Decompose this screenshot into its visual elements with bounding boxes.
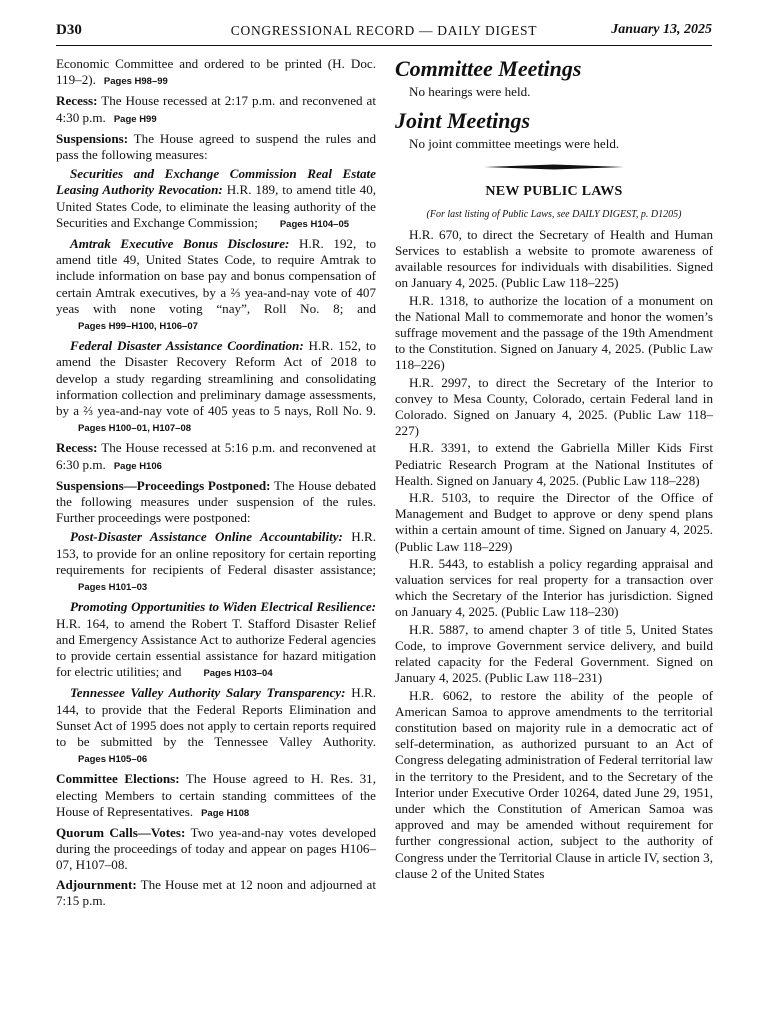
committee-elections-entry	[56, 771, 376, 822]
section-divider	[395, 160, 713, 174]
measure-entry	[56, 236, 376, 335]
left-column	[56, 56, 376, 912]
page-reference: Pages H100–01, H107–08	[78, 423, 192, 435]
entry-text: The House recessed at 2:17 p.m. and reconvened at 4:30 p.m.	[56, 93, 376, 125]
public-law-entry: H.R. 5887, to amend chapter 3 of title 5, United States Code, to improve Government service delivery, and build related capacity for the Federal Government. Signed on January 4, 2025. (Public Law 118–231)	[395, 621, 713, 686]
page-number: D30	[56, 22, 82, 38]
page-reference: Pages H101–03	[78, 582, 148, 594]
page-header	[56, 22, 712, 44]
committee-meetings-text: No hearings were held.	[409, 84, 531, 99]
entry-text: The House debated the following measures under suspension of the rules. Further proceedings were postponed:	[56, 477, 376, 526]
entry-heading: Recess:	[56, 93, 98, 109]
public-law-entry: H.R. 2997, to direct the Secretary of the Interior to convey to Mesa County, Colorado, certain Federal land in Colorado. Signed on January 4, 2025. (Public Law 118–227)	[395, 374, 713, 439]
entry-heading: Suspensions:	[56, 130, 129, 146]
measure-text: H.R. 144, to provide that the Federal Reports Elimination and Sunset Act of 1995 does not apply to certain reports required to be submitted by the Tennessee Valley Authority.	[56, 685, 376, 749]
entry-text: The House met at 12 noon and adjourned at 7:15 p.m.	[56, 876, 376, 908]
measure-text: H.R. 192, to amend title 49, United States Code, to require Amtrak to include information on base pay and bonus compensation of certain Amtrak executives, by a ⅔ yea-and-nay vote of 407 yeas with none voting “nay”, Roll No. 8; and	[56, 236, 377, 316]
recess-entry	[56, 93, 376, 127]
measure-title: Securities and Exchange Commission Real Estate Leasing Authority Revocation:	[56, 166, 376, 198]
publication-title: CONGRESSIONAL RECORD — DAILY DIGEST	[230, 23, 538, 38]
public-law-entry: H.R. 5443, to establish a policy regarding appraisal and valuation services for real property for a transaction over which the Secretary of the Interior has jurisdiction. Signed on January 4, 2025. (Public Law 118–230)	[395, 555, 713, 620]
digest-text: Economic Committee and ordered to be printed (H. Doc. 119–2).	[56, 56, 376, 88]
entry-heading: Recess:	[56, 440, 98, 456]
joint-meetings-heading: Joint Meetings	[395, 108, 531, 134]
public-law-entry: H.R. 3391, to extend the Gabriella Miller Kids First Pediatric Research Program at the National Institutes of Health. Signed on January 4, 2025. (Public Law 118–228)	[395, 440, 713, 488]
public-law-entry: H.R. 6062, to restore the ability of the people of American Samoa to approve amendments to the territorial constitution based on majority rule in a democratic act of self-determination, as authorized pursuant to an Act of Congress delegating administration of Federal territorial law in the territory to the President, and to the Secretary of the Interior under Executive Order 10264, dated June 29, 1951, under which the Constitution of American Samoa was approved and may be amended without requirement for further congressional action, subject to the authority of Congress under the Territorial Clause in article IV, section 3, clause 2 of the United States	[395, 687, 713, 881]
measure-title: Tennessee Valley Authority Salary Transparency:	[70, 685, 346, 701]
public-law-entry: H.R. 5103, to require the Director of the Office of Management and Budget to approve or deny spend plans within a certain amount of time. Signed on January 4, 2025. (Public Law 118–229)	[395, 490, 713, 554]
committee-meetings-heading: Committee Meetings	[395, 56, 582, 81]
measure-text: H.R. 153, to provide for an online repository for certain reporting requirements for recipients of Federal disaster assistance;	[56, 529, 376, 577]
public-law-entry: H.R. 670, to direct the Secretary of Health and Human Services to establish a website to promote awareness of available resources for individuals with disabilities. Signed on January 4, 2025. (Public Law 118–225)	[395, 226, 713, 291]
measure-text: H.R. 164, to amend the Robert T. Stafford Disaster Relief and Emergency Assistance Act to authorize Federal agencies to provide certain essential assistance for hazard mitigation for electric utilities; and	[56, 615, 376, 680]
measure-entry	[56, 599, 376, 682]
measure-title: Promoting Opportunities to Widen Electrical Resilience:	[70, 599, 376, 615]
postponed-entry	[56, 478, 376, 527]
quorum-calls-entry	[56, 825, 376, 874]
page-reference: Pages H103–04	[203, 668, 273, 680]
entry-text: The House agreed to H. Res. 31, electing Members to certain standing committees of the House of Representatives.	[56, 771, 376, 819]
entry-heading: Quorum Calls—Votes:	[56, 824, 186, 840]
measure-title: Federal Disaster Assistance Coordination:	[70, 338, 304, 354]
measure-entry	[56, 338, 376, 437]
page-reference: Pages H99–H100, H106–07	[78, 321, 198, 333]
measure-entry	[56, 166, 376, 233]
measure-text: H.R. 189, to amend title 40, United States Code, to eliminate the leasing authority of the Securities and Exchange Commission;	[56, 182, 377, 230]
page-reference: Pages H98–99	[103, 76, 168, 88]
measure-title: Amtrak Executive Bonus Disclosure:	[70, 236, 290, 252]
measure-entry	[56, 685, 376, 768]
entry-text: The House recessed at 5:16 p.m. and reconvened at 6:30 p.m.	[56, 440, 376, 472]
page-reference: Pages H104–05	[279, 218, 350, 230]
public-law-entry: H.R. 1318, to authorize the location of a monument on the National Mall to commemorate and honor the women’s suffrage movement and the passage of the 19th Amendment to the Constitution. Signed on January 4, 2025. (Public Law 118–226)	[395, 292, 713, 373]
right-column	[395, 56, 713, 883]
entry-text: Two yea-and-nay votes developed during the proceedings of today and appear on pages H106–07, H107–08.	[56, 824, 376, 873]
measure-entry	[56, 529, 376, 596]
recess-entry	[56, 440, 376, 474]
header-rule	[56, 45, 712, 46]
page-reference: Page H106	[113, 460, 162, 472]
public-laws-note: (For last listing of Public Laws, see DAILY DIGEST, p. D1205)	[426, 208, 682, 220]
new-public-laws-heading: NEW PUBLIC LAWS	[485, 184, 623, 200]
entry-heading: Adjournment:	[56, 876, 137, 892]
suspensions-entry	[56, 131, 376, 163]
adjournment-entry	[56, 877, 376, 909]
page-reference: Page H108	[201, 807, 250, 819]
joint-meetings-text: No joint committee meetings were held.	[409, 136, 620, 152]
page-reference: Page H99	[113, 113, 157, 125]
issue-date: January 13, 2025	[611, 22, 712, 37]
entry-text: The House agreed to suspend the rules and pass the following measures:	[56, 130, 376, 163]
entry-heading: Committee Elections:	[56, 771, 180, 787]
digest-paragraph	[56, 56, 376, 90]
page-reference: Pages H105–06	[78, 754, 148, 766]
tapered-rule	[484, 164, 624, 170]
entry-heading: Suspensions—Proceedings Postponed:	[56, 477, 271, 493]
measure-title: Post-Disaster Assistance Online Accountability:	[70, 529, 343, 545]
measure-text: H.R. 152, to amend the Disaster Recovery Reform Act of 2018 to develop a study regarding streamlining and consolidating information collection and preliminary damage assessments, by a ⅔ yea-and-nay vote of 405 yeas to 5 nays, Roll No. 9.	[56, 338, 377, 419]
